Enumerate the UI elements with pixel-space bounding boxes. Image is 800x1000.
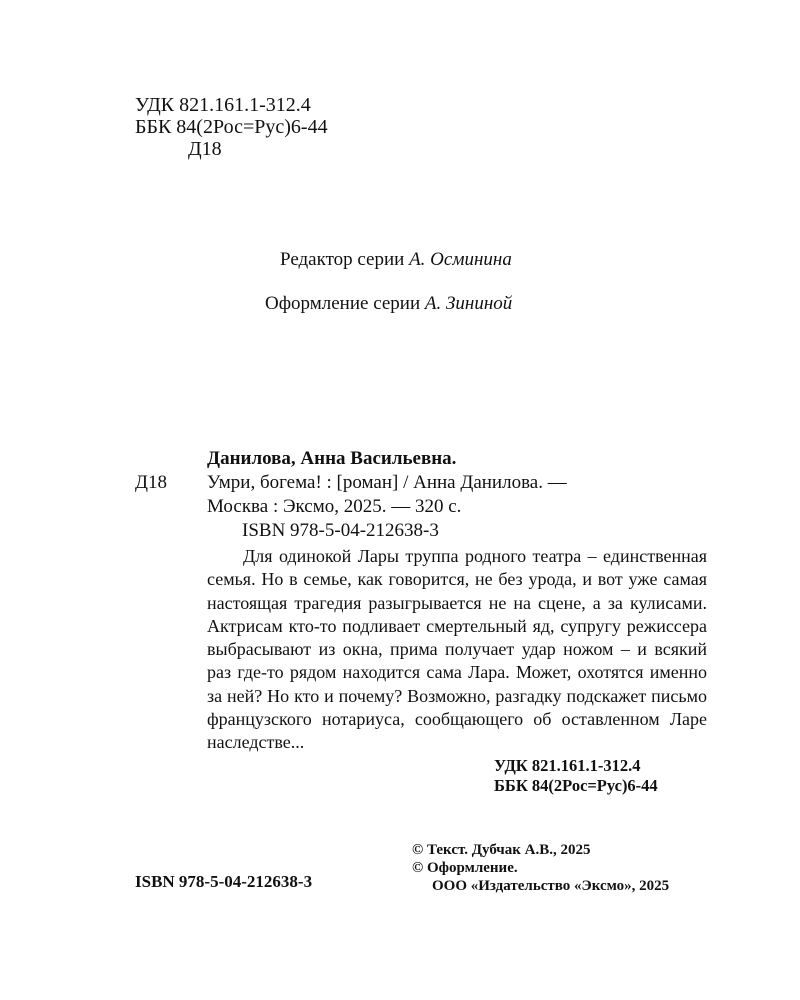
footer-isbn: ISBN 978-5-04-212638-3	[135, 872, 313, 891]
record-annotation: Для одинокой Лары труппа родного театра – единственная семья. Но в семье, как говорится, не без урода, и вот уже самая настоящая трагедия разыгрывается не на сцене, а за кулисами. Актрисам кто-то подливает смертельный яд, супругу режиссера выбрасывают из окна, прима получает удар ножом – и всякий раз где-то рядом находится сама Лара. Может, охотятся именно за ней? Но кто и почему? Возможно, разгадку подскажет письмо французского нотариуса, сообщающего об оставленном Ларе наследстве...	[207, 546, 707, 753]
series-design-name: А. Зининой	[424, 293, 513, 314]
copyright-design: © Оформление.	[412, 860, 518, 876]
series-editor-label: Редактор серии	[280, 249, 405, 270]
series-editor-name: А. Осминина	[409, 249, 512, 270]
copyright-text: © Текст. Дубчак А.В., 2025	[412, 842, 591, 858]
record-title-line2: Москва : Эксмо, 2025. — 320 с.	[207, 496, 462, 517]
series-design	[265, 293, 512, 315]
record-mark: Д18	[135, 472, 167, 493]
record-udk: УДК 821.161.1-312.4	[494, 756, 641, 775]
record-bbk: ББК 84(2Рос=Рус)6-44	[494, 776, 658, 795]
series-editor	[280, 249, 512, 271]
record-author: Данилова, Анна Васильевна.	[207, 448, 457, 469]
record-title-line1: Умри, богема! : [роман] / Анна Данилова. —	[207, 472, 567, 493]
copyright-publisher: ООО «Издательство «Эксмо», 2025	[432, 878, 670, 894]
header-udk: УДК 821.161.1-312.4	[135, 94, 311, 116]
header-bbk: ББК 84(2Рос=Рус)6-44	[135, 116, 328, 138]
series-design-label: Оформление серии	[265, 293, 421, 314]
header-author-mark: Д18	[188, 138, 222, 160]
record-isbn: ISBN 978-5-04-212638-3	[242, 520, 439, 541]
